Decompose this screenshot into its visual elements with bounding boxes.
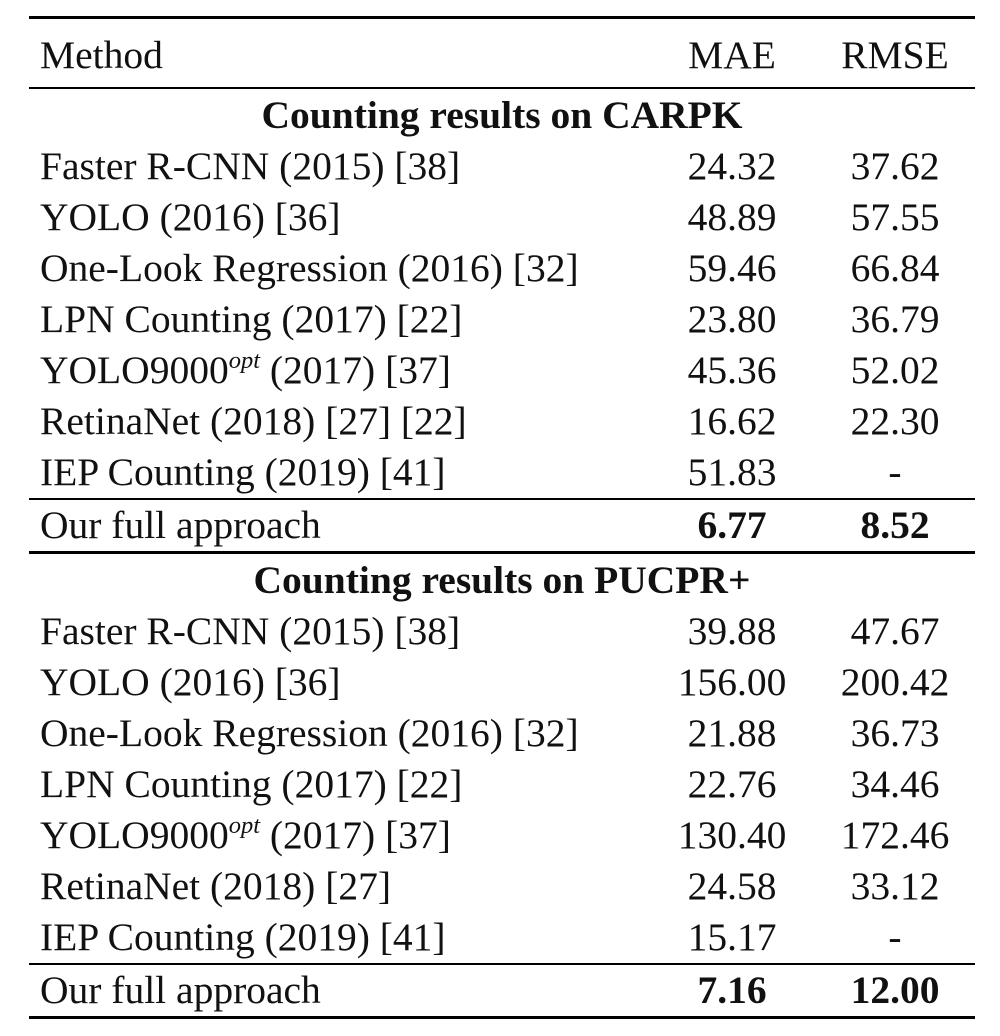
mae-value-best: 7.16 [697, 968, 767, 1012]
table-row [29, 657, 975, 708]
mae-value: 156.00 [677, 660, 787, 704]
method-name: YOLO (2016) [36] [40, 195, 341, 239]
mae-value: 130.40 [677, 813, 787, 857]
method-name-superscript: opt [228, 811, 261, 839]
final-row-carpk [29, 500, 975, 551]
method-name-base: YOLO9000 [40, 348, 229, 392]
method-name: Faster R-CNN (2015) [38] [40, 609, 461, 653]
mae-value: 16.62 [687, 399, 777, 443]
table-row [29, 759, 975, 810]
table-row [29, 708, 975, 759]
rmse-value-best: 8.52 [860, 503, 930, 547]
header-row [29, 19, 975, 87]
method-name: Our full approach [40, 968, 321, 1012]
method-name: IEP Counting (2019) [41] [40, 450, 446, 494]
method-name: One-Look Regression (2016) [32] [40, 711, 579, 755]
rmse-value: 22.30 [850, 399, 940, 443]
method-name: YOLO (2016) [36] [40, 660, 341, 704]
method-name: RetinaNet (2018) [27] [22] [40, 399, 467, 443]
mae-value: 48.89 [687, 195, 777, 239]
header-method: Method [40, 33, 163, 77]
rmse-value: 52.02 [850, 348, 940, 392]
table-row [29, 294, 975, 345]
table-row [29, 861, 975, 912]
rmse-value: 47.67 [850, 609, 940, 653]
table-row [29, 396, 975, 447]
mae-value: 21.88 [687, 711, 777, 755]
table-row [29, 912, 975, 963]
rmse-value: - [888, 915, 902, 959]
method-name-suffix: (2017) [37] [260, 348, 451, 392]
mae-value: 23.80 [687, 297, 777, 341]
rmse-value: 66.84 [850, 246, 940, 290]
table-row [29, 192, 975, 243]
method-name [40, 810, 451, 861]
section-title-carpk: Counting results on CARPK [261, 93, 743, 137]
table-row [29, 447, 975, 498]
final-row-pucpr [29, 965, 975, 1016]
rmse-value: 200.42 [840, 660, 950, 704]
mae-value: 15.17 [687, 915, 777, 959]
mae-value: 45.36 [687, 348, 777, 392]
mae-value: 22.76 [687, 762, 777, 806]
table-row [29, 345, 975, 396]
table-row [29, 141, 975, 192]
table-row [29, 810, 975, 861]
method-name: IEP Counting (2019) [41] [40, 915, 446, 959]
mae-value: 24.58 [687, 864, 777, 908]
table-row [29, 243, 975, 294]
rmse-value: 36.79 [850, 297, 940, 341]
method-name: RetinaNet (2018) [27] [40, 864, 392, 908]
method-name: Faster R-CNN (2015) [38] [40, 144, 461, 188]
section-title-pucpr: Counting results on PUCPR+ [253, 558, 751, 602]
method-name-superscript: opt [228, 346, 261, 374]
rmse-value: 172.46 [840, 813, 950, 857]
method-name: One-Look Regression (2016) [32] [40, 246, 579, 290]
rmse-value: 37.62 [850, 144, 940, 188]
mae-value: 24.32 [687, 144, 777, 188]
header-rmse: RMSE [841, 33, 949, 77]
method-name-suffix: (2017) [37] [260, 813, 451, 857]
results-table [29, 16, 975, 1019]
rmse-value: 57.55 [850, 195, 940, 239]
header-mae: MAE [688, 33, 776, 77]
rmse-value: 33.12 [850, 864, 940, 908]
method-name [40, 345, 451, 396]
method-name-base: YOLO9000 [40, 813, 229, 857]
table-row [29, 606, 975, 657]
rmse-value: 34.46 [850, 762, 940, 806]
mae-value: 59.46 [687, 246, 777, 290]
mae-value: 51.83 [687, 450, 777, 494]
rmse-value: - [888, 450, 902, 494]
method-name: LPN Counting (2017) [22] [40, 297, 463, 341]
rmse-value: 36.73 [850, 711, 940, 755]
bottom-rule [29, 1016, 975, 1019]
method-name: Our full approach [40, 503, 321, 547]
mae-value-best: 6.77 [697, 503, 767, 547]
method-name: LPN Counting (2017) [22] [40, 762, 463, 806]
mae-value: 39.88 [687, 609, 777, 653]
rmse-value-best: 12.00 [850, 968, 940, 1012]
